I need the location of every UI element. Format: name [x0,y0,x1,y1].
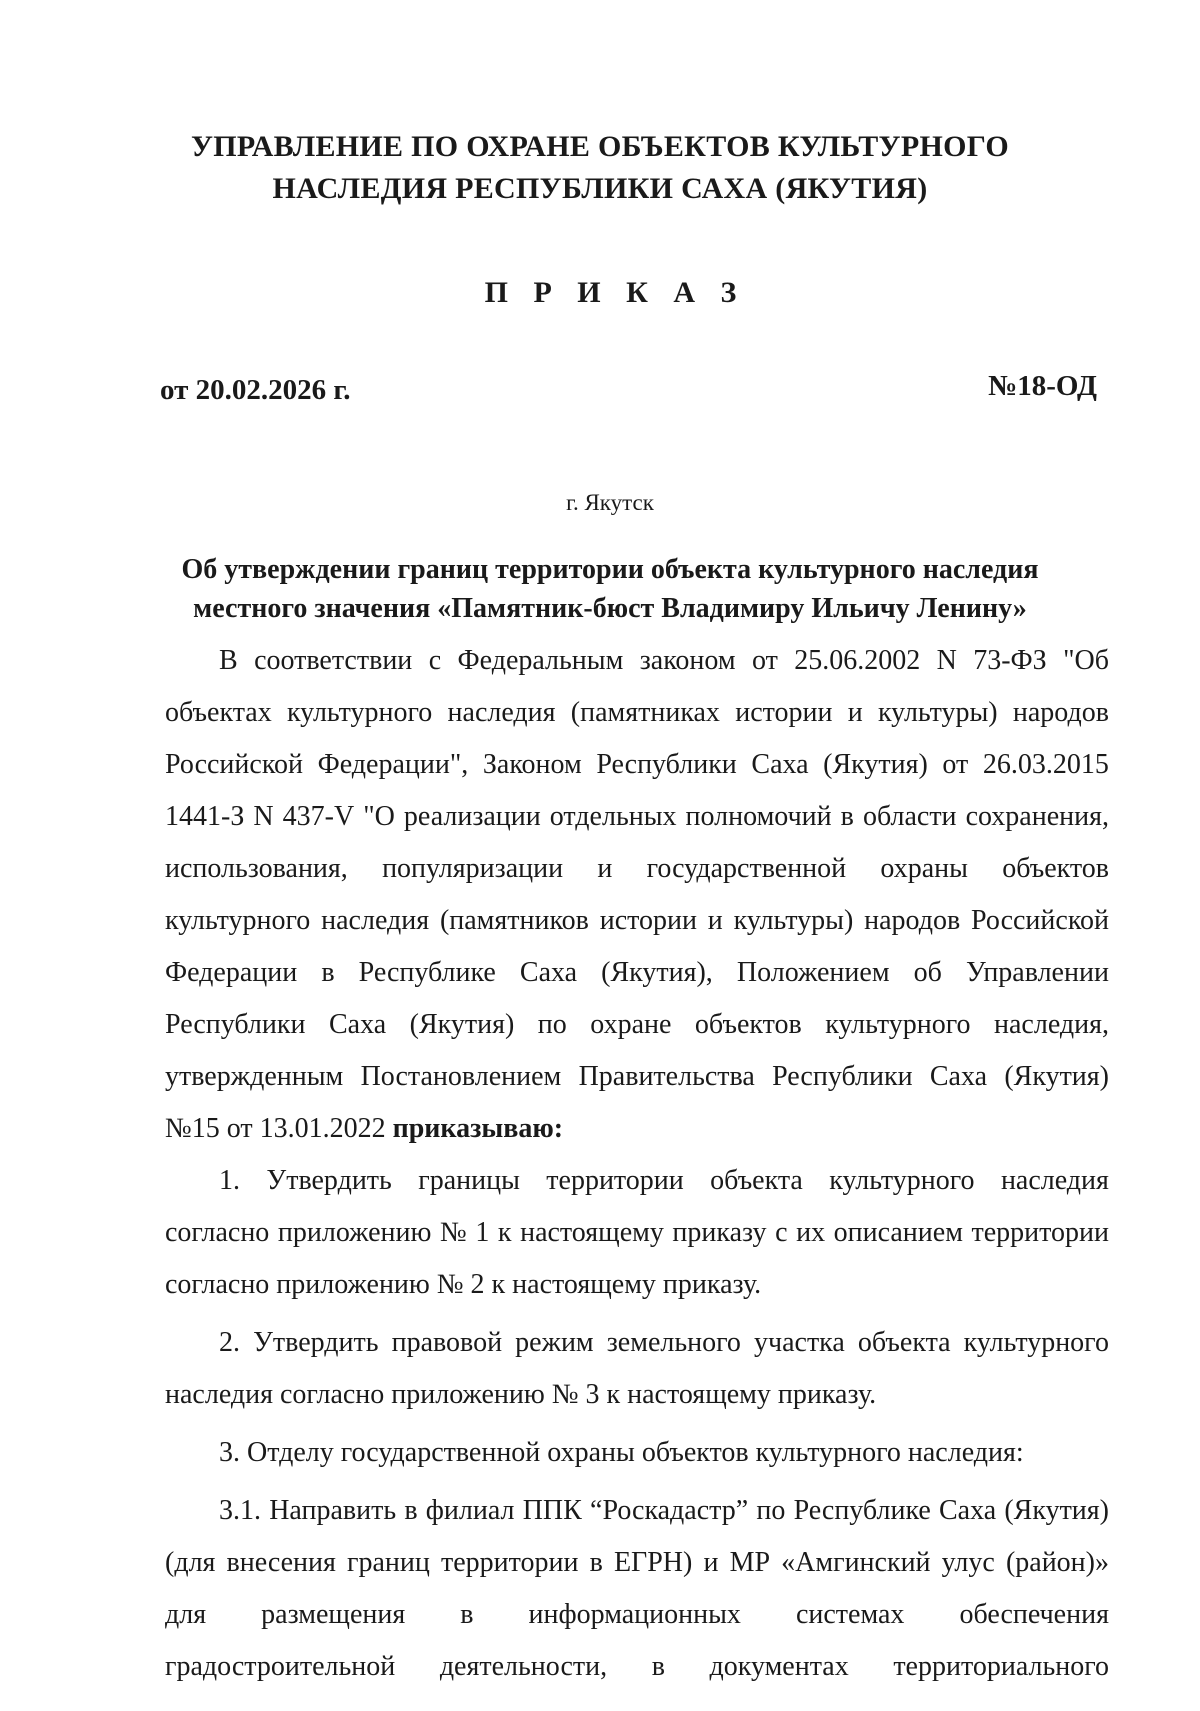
word: отдельных [549,801,677,832]
word: земельного [606,1327,741,1358]
word: объекта [710,1165,803,1196]
word: соответствии [254,645,413,676]
word: территории [441,1547,579,1578]
word: охраны [880,853,968,884]
word: в [460,1599,474,1630]
word: Положением [736,957,890,988]
word: об [913,957,942,988]
word: охране [590,1009,672,1040]
word: по [537,1009,567,1040]
word: истории [735,697,833,728]
word: внесения [226,1547,336,1578]
word: законом [639,645,736,676]
word: № [440,1217,467,1248]
word: (Якутия) [823,749,928,780]
order-subject [0,550,1200,628]
word: культурного [286,697,433,728]
order-keyword: приказываю: [392,1113,564,1144]
word: Правительства [578,1061,755,1092]
organization-name-line-2: НАСЛЕДИЯ РЕСПУБЛИКИ САХА (ЯКУТИЯ) [272,172,928,205]
item-3-1-line [165,1485,1109,1537]
organization-name [0,126,1200,210]
word: территориального [893,1651,1109,1682]
word: культурного [829,1165,975,1196]
word: ЕГРН) [613,1547,693,1578]
word: Саха [938,1495,997,1526]
word: государственной [646,853,847,884]
word: Утвердить [266,1165,392,1196]
word: Федерации", [317,749,469,780]
word: Саха [751,749,809,780]
word: с [428,645,442,676]
word: популяризации [382,853,564,884]
preamble-line [165,999,1109,1051]
word: их [796,1217,826,1248]
word: "Об [1063,645,1109,676]
word: народов [864,905,961,936]
word: системах [795,1599,905,1630]
word: истории [599,905,697,936]
word: 1. [219,1165,240,1196]
preamble-line [165,947,1109,999]
word: режим [515,1327,594,1358]
word: территории [971,1217,1109,1248]
word: N [936,645,957,676]
word: Республики [772,1061,913,1092]
word: Саха [929,1061,988,1092]
word: Федерации [165,957,298,988]
word: (Якутия) [409,1009,515,1040]
order-date: от 20.02.2026 г. [160,374,351,406]
word: согласно [165,1217,270,1248]
word: и [847,697,863,728]
order-subject-line-1: Об утверждении границ территории объекта культурного наследия [181,554,1039,585]
word: приказу [672,1217,767,1248]
item-3-line: 3. Отделу государственной охраны объектов культурного наследия: [219,1437,1024,1468]
word: использования, [165,853,348,884]
word: территории [546,1165,684,1196]
word: Постановлением [360,1061,562,1092]
word: границы [418,1165,520,1196]
word: Республики [596,749,737,780]
word: (район)» [1005,1547,1109,1578]
word: участка [754,1327,845,1358]
word: по [756,1495,786,1526]
word: 1441-З [165,801,245,832]
item-3-1-line [165,1589,1109,1641]
item-1-line [165,1155,1109,1207]
word: 25.06.2002 [794,645,921,676]
word: описанием [833,1217,963,1248]
item-3-1-line [165,1641,1109,1693]
word: в [651,1651,665,1682]
word: с [775,1217,788,1248]
word: приложению [277,1217,432,1248]
word: “Роскадастр” [590,1495,749,1526]
word: объектов [1002,853,1109,884]
preamble-line [165,1051,1109,1103]
word: наследия [447,697,556,728]
word: наследия, [994,1009,1109,1040]
word: улус [941,1547,995,1578]
word: Российской [971,905,1109,936]
word: объектов [694,1009,802,1040]
word: и [707,905,723,936]
word: (памятников [439,905,589,936]
preamble-line [165,895,1109,947]
word: градостроительной [165,1651,396,1682]
word: 3.1. [219,1495,261,1526]
word: от [942,749,969,780]
item-1-last-line: согласно приложению № 2 к настоящему приказу. [165,1269,762,1300]
word: Федеральным [457,645,624,676]
word: Управлении [965,957,1109,988]
word: полномочий [685,801,832,832]
word: ППК [522,1495,582,1526]
word: в [840,801,854,832]
word: обеспечения [959,1599,1109,1630]
word: реализации [403,801,541,832]
order-number: №18-ОД [988,370,1097,402]
word: в [589,1547,603,1578]
word: культуры) [877,697,998,728]
word: 1 [475,1217,490,1248]
word: и [597,853,613,884]
word: размещения [261,1599,406,1630]
word: границ [347,1547,430,1578]
word: «Амгинский [781,1547,931,1578]
word: культурного [825,1009,971,1040]
word: 2. [219,1327,240,1358]
word: Республике [793,1495,931,1526]
word: (Якутия) [1004,1495,1109,1526]
word: (для [165,1547,216,1578]
item-2-last-line: наследия согласно приложению № 3 к настоящему приказу. [165,1379,877,1410]
order-subject-line-2: местного значения «Памятник-бюст Владимиру Ильичу Ленину» [193,593,1027,624]
word: (Якутия), [601,957,713,988]
word: сохранения, [965,801,1109,832]
word: 73-ФЗ [973,645,1047,676]
word: в [404,1495,418,1526]
word: культурного [165,905,311,936]
preamble-line [165,843,1109,895]
preamble-last-line: №15 от 13.01.2022 приказываю: [165,1113,564,1144]
preamble-line [165,739,1109,791]
word: культуры) [733,905,854,936]
word: МР [729,1547,771,1578]
word: утвержденным [165,1061,344,1092]
word: Направить [269,1495,397,1526]
word: и [703,1547,719,1578]
city: г. Якутск [566,490,654,515]
item-1-line [165,1207,1109,1259]
word: 26.03.2015 [982,749,1109,780]
word: наследия [321,905,430,936]
word: правовой [391,1327,503,1358]
word: информационных [528,1599,741,1630]
word: для [165,1599,207,1630]
word: наследия [1000,1165,1109,1196]
word: к [497,1217,512,1248]
item-3-1-line [165,1537,1109,1589]
word: культурного [963,1327,1109,1358]
word: Республике [358,957,496,988]
word: Законом [482,749,582,780]
order-body [165,635,1109,1693]
word: Утвердить [253,1327,379,1358]
word: В [219,645,238,676]
word: Республики [165,1009,306,1040]
preamble-line [165,635,1109,687]
word: от [751,645,778,676]
word: Саха [328,1009,387,1040]
word: народов [1012,697,1109,728]
word: филиал [425,1495,515,1526]
word: (памятниках [570,697,720,728]
word: (Якутия) [1004,1061,1109,1092]
word: Российской [165,749,303,780]
word: области [862,801,957,832]
word: документах [709,1651,849,1682]
word: объекта [857,1327,951,1358]
word: Саха [519,957,578,988]
word: N [253,801,274,832]
word: объектах [165,697,272,728]
word: "О [363,801,395,832]
preamble-line [165,791,1109,843]
item-2-line [165,1317,1109,1369]
word: в [321,957,335,988]
organization-name-line-1: УПРАВЛЕНИЕ ПО ОХРАНЕ ОБЪЕКТОВ КУЛЬТУРНОГО [190,130,1010,163]
document-type: П Р И К А З [484,276,746,309]
word: 437-V [282,801,355,832]
preamble-line [165,687,1109,739]
word: настоящему [520,1217,664,1248]
word: деятельности, [439,1651,608,1682]
